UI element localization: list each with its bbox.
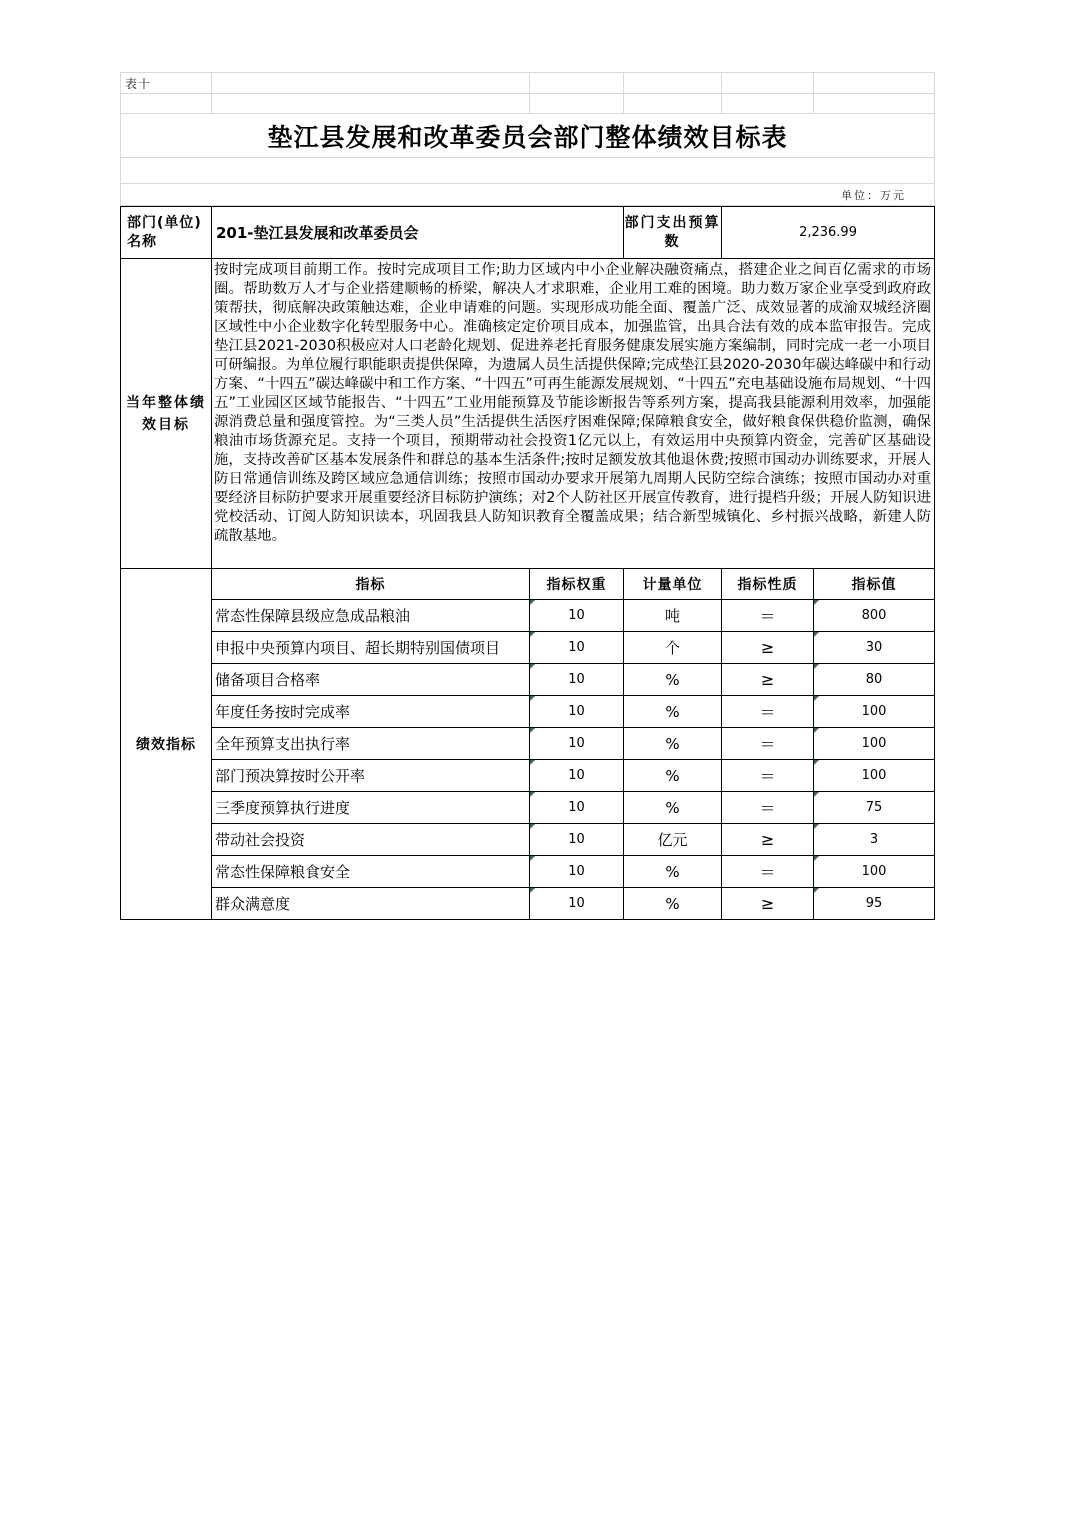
table-row [121,728,935,760]
indicator-nature: ＝ [722,696,814,728]
indicator-name: 三季度预算执行进度 [212,792,530,824]
indicator-unit: % [624,856,722,888]
dept-label: 部门(单位)名称 [121,207,212,259]
indicator-value: 800 [814,600,935,632]
indicator-header-row [121,569,935,600]
indicator-value: 30 [814,632,935,664]
indicator-unit: % [624,760,722,792]
indicator-unit: % [624,792,722,824]
table-row [121,888,935,920]
indicator-weight: 10 [530,632,624,664]
indicator-weight: 10 [530,664,624,696]
indicator-nature: ＝ [722,728,814,760]
indicators-label: 绩效指标 [121,569,212,920]
table-number: 表十 [121,73,212,94]
indicator-nature: ≥ [722,824,814,856]
indicator-value: 100 [814,728,935,760]
indicator-name: 常态性保障县级应急成品粮油 [212,600,530,632]
table-row [121,696,935,728]
sheet-header-grid [120,72,935,206]
indicator-weight: 10 [530,792,624,824]
header-unit: 计量单位 [624,569,722,600]
indicator-nature: ≥ [722,632,814,664]
header-nature: 指标性质 [722,569,814,600]
table-row [121,856,935,888]
indicator-unit: % [624,696,722,728]
indicator-name: 部门预决算按时公开率 [212,760,530,792]
indicator-unit: % [624,728,722,760]
budget-value: 2,236.99 [722,207,935,259]
indicator-name: 全年预算支出执行率 [212,728,530,760]
indicator-value: 80 [814,664,935,696]
goal-row [121,259,935,569]
indicator-weight: 10 [530,728,624,760]
indicator-name: 带动社会投资 [212,824,530,856]
performance-table [120,206,935,920]
indicator-unit: 亿元 [624,824,722,856]
indicator-name: 年度任务按时完成率 [212,696,530,728]
indicator-value: 100 [814,696,935,728]
indicator-value: 3 [814,824,935,856]
indicator-value: 100 [814,760,935,792]
indicator-weight: 10 [530,856,624,888]
indicator-unit: % [624,888,722,920]
indicator-weight: 10 [530,696,624,728]
header-indicator: 指标 [212,569,530,600]
indicator-name: 常态性保障粮食安全 [212,856,530,888]
header-weight: 指标权重 [530,569,624,600]
indicator-nature: ≥ [722,664,814,696]
table-row [121,824,935,856]
table-row [121,760,935,792]
unit-note: 单位：万元 [121,184,935,206]
budget-label: 部门支出预算数 [624,207,722,259]
indicator-value: 100 [814,856,935,888]
annual-goal-text: 按时完成项目前期工作。按时完成项目工作;助力区域内中小企业解决融资痛点，搭建企业之间百亿需求的市场圈。帮助数万人才与企业搭建顺畅的桥梁，解决人才求职难，企业用工难的困境。助力数万家企业享受到政府政策帮扶，彻底解决政策触达难，企业申请难的问题。实现形成功能全面、覆盖广泛、成效显著的成渝双城经济圈区域性中小企业数字化转型服务中心。准确核定定价项目成本，加强监管，出具合法有效的成本监审报告。完成垫江县2021-2030积极应对人口老龄化规划、促进养老托育服务健康发展实施方案编制，同时完成一老一小项目可研编报。为单位履行职能职责提供保障，为遗属人员生活提供保障;完成垫江县2020-2030年碳达峰碳中和行动方案、“十四五”碳达峰碳中和工作方案、“十四五”可再生能源发展规划、“十四五”充电基础设施布局规划、“十四五”工业园区区域节能报告、“十四五”工业用能预算及节能诊断报告等系列方案，提高我县能源利用效率，加强能源消费总量和强度管控。为“三类人员”生活提供生活医疗困难保障;保障粮食安全，做好粮食保供稳价监测，确保粮油市场货源充足。支持一个项目，预期带动社会投资1亿元以上，有效运用中央预算内资金，完善矿区基础设施，支持改善矿区基本发展条件和群总的基本生活条件;按时足额发放其他退休费;按照市国动办训练要求，开展人防日常通信训练及跨区域应急通信训练；按照市国动办要求开展第九周期人民防空综合演练；按照市国动办对重要经济目标防护要求开展重要经济目标防护演练；对2个人防社区开展宣传教育，进行提档升级；开展人防知识进党校活动、订阅人防知识读本，巩固我县人防知识教育全覆盖成果；结合新型城镇化、乡村振兴战略，新建人防疏散基地。 [212,259,935,569]
indicator-unit: 个 [624,632,722,664]
indicator-name: 群众满意度 [212,888,530,920]
indicator-unit: 吨 [624,600,722,632]
indicator-weight: 10 [530,760,624,792]
indicator-value: 95 [814,888,935,920]
page-title: 垫江县发展和改革委员会部门整体绩效目标表 [121,114,935,158]
dept-row [121,207,935,259]
table-row [121,600,935,632]
table-row [121,664,935,696]
indicator-nature: ＝ [722,600,814,632]
indicator-weight: 10 [530,824,624,856]
indicator-nature: ≥ [722,888,814,920]
performance-sheet [120,72,934,920]
indicator-unit: % [624,664,722,696]
header-value: 指标值 [814,569,935,600]
indicator-nature: ＝ [722,792,814,824]
indicator-nature: ＝ [722,760,814,792]
indicator-value: 75 [814,792,935,824]
table-row [121,792,935,824]
indicator-name: 储备项目合格率 [212,664,530,696]
indicator-name: 申报中央预算内项目、超长期特别国债项目 [212,632,530,664]
table-row [121,632,935,664]
indicator-weight: 10 [530,600,624,632]
indicator-weight: 10 [530,888,624,920]
annual-goal-label: 当年整体绩效目标 [121,259,212,569]
indicator-nature: ＝ [722,856,814,888]
dept-name: 201-垫江县发展和改革委员会 [212,207,624,259]
